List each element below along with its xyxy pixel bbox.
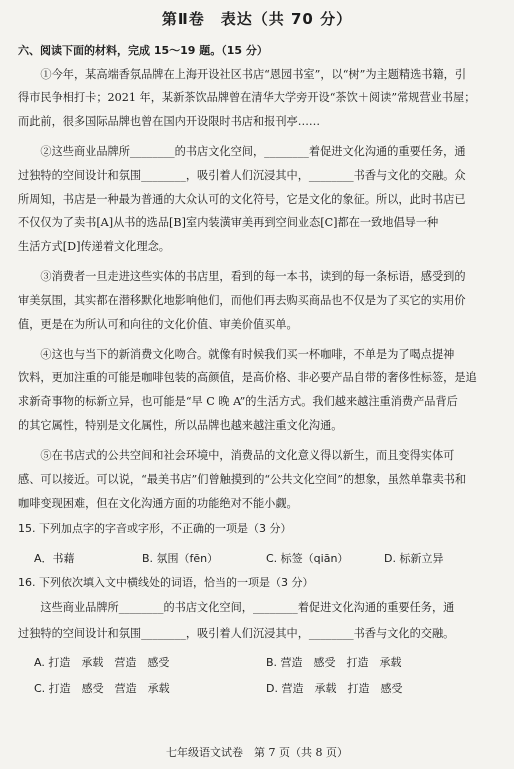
q15-option-c[interactable]: C. 标签（qiān）: [266, 552, 349, 565]
page-title: 第Ⅱ卷 表达（共 70 分）: [161, 10, 353, 28]
question-15-stem: 15. 下列加点字的字音或字形，不正确的一项是（3 分）: [18, 522, 292, 535]
passage-line: ④这也与当下的新消费文化吻合。就像有时候我们买一杯咖啡，不单是为了喝点提神: [18, 348, 455, 361]
q16-option-a[interactable]: A. 打造 承载 营造 感受: [34, 656, 170, 669]
section-heading: 六、阅读下面的材料，完成 15～19 题。（15 分）: [18, 44, 268, 57]
passage-line: 饮料，更加注重的可能是咖啡包装的高颜值，是高价格、非必要产品自带的奢侈性标签，是追: [18, 371, 477, 384]
q16-option-d[interactable]: D. 营造 承载 打造 感受: [266, 682, 403, 695]
passage-line: 值，更是在为所认可和向往的文化价值、审美价值买单。: [18, 318, 298, 331]
passage-line: 所周知，书店是一种最为普通的大众认可的文化符号，它是文化的象征。所以，此时书店已: [18, 193, 466, 206]
passage-line: 的其它属性，特别是文化属性，所以品牌也越来越注重文化沟通。: [18, 419, 343, 432]
q15-option-d[interactable]: D. 标新立异: [384, 552, 444, 565]
q15-option-a[interactable]: A．书藉: [34, 552, 75, 565]
q16-option-c[interactable]: C. 打造 感受 营造 承载: [34, 682, 170, 695]
passage-line: 过独特的空间设计和氛围________，吸引着人们沉浸其中，________书香与文化的交融。众: [18, 169, 466, 182]
passage-line: 感、可以接近。可以说，“最美书店”们曾触摸到的“公共文化空间”的想象，虽然单靠卖书和: [18, 473, 467, 486]
passage-line: 审美氛围，其实都在潜移默化地影响他们，而他们再去购买商品也不仅是为了买它的实用价: [18, 294, 466, 307]
page-footer: 七年级语文试卷 第 7 页（共 8 页）: [166, 746, 348, 759]
q16-option-b[interactable]: B. 营造 感受 打造 承载: [266, 656, 402, 669]
passage-line: ⑤在书店式的公共空间和社会环境中，消费品的文化意义得以新生，而且变得实体可: [18, 449, 455, 462]
q16-text-line: 过独特的空间设计和氛围________，吸引着人们沉浸其中，________书香与文化的交融。: [18, 627, 455, 640]
q16-text-line: 这些商业品牌所________的书店文化空间，________着促进文化沟通的重要任务，通: [18, 601, 455, 614]
passage-line: 生活方式[D]传递着文化理念。: [18, 240, 170, 253]
passage-line: ①今年，某高端香氛品牌在上海开设社区书店“恩园书室”，以“树”为主题精选书籍，引: [18, 68, 467, 81]
passage-line: 咖啡变现困难，但在文化沟通方面的功能绝对不能小觑。: [18, 497, 298, 510]
q15-option-b[interactable]: B. 氛围（fēn）: [142, 552, 219, 565]
passage-line: ②这些商业品牌所________的书店文化空间，________着促进文化沟通的重要任务，通: [18, 145, 466, 158]
question-16-stem: 16. 下列依次填入文中横线处的词语，恰当的一项是（3 分）: [18, 576, 314, 589]
passage-line: 得市民争相打卡；2021 年，某新茶饮品牌曾在清华大学旁开设“茶饮＋阅读”常规营业书屋；: [18, 91, 476, 104]
passage-line: 求新奇事物的标新立异，也可能是“早 C 晚 A”的生活方式。我们越来越注重消费产品背后: [18, 395, 458, 408]
passage-line: 而此前，很多国际品牌也曾在国内开设限时书店和报刊亭……: [18, 115, 321, 128]
passage-line: ③消费者一旦走进这些实体的书店里，看到的每一本书，读到的每一条标语，感受到的: [18, 270, 466, 283]
passage-line: 不仅仅为了卖书[A]从书的选品[B]室内装潢审美再到空间业态[C]都在一致地倡导一种: [18, 216, 439, 229]
